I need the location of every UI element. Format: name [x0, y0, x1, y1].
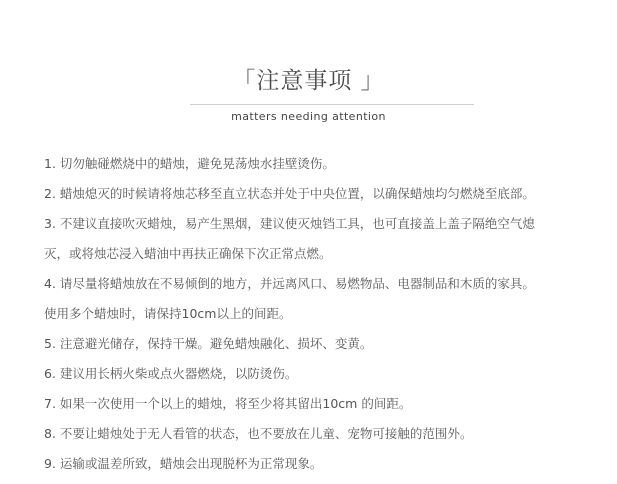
heading-block — [0, 66, 617, 96]
title-divider — [190, 104, 474, 105]
note-line: 3. 不建议直接吹灭蜡烛，易产生黑烟，建议使灭烛铛工具，也可直接盖上盖子隔绝空气熄 — [44, 216, 535, 231]
notes-list — [44, 154, 584, 484]
note-line: 6. 建议用长柄火柴或点火器燃烧，以防烫伤。 — [44, 366, 298, 381]
note-line: 使用多个蜡烛时，请保持10cm以上的间距。 — [44, 306, 292, 321]
note-line: 5. 注意避光储存，保持干燥。避免蜡烛融化、损坏、变黄。 — [44, 336, 373, 351]
page-subtitle: matters needing attention — [231, 110, 386, 123]
note-line: 2. 蜡烛熄灭的时候请将烛芯移至直立状态并处于中央位置，以确保蜡烛均匀燃烧至底部。 — [44, 186, 535, 201]
note-line: 8. 不要让蜡烛处于无人看管的状态，也不要放在儿童、宠物可接触的范围外。 — [44, 426, 473, 441]
note-line: 灭，或将烛芯浸入蜡油中再扶正确保下次正常点燃。 — [44, 246, 332, 261]
note-line: 7. 如果一次使用一个以上的蜡烛，将至少将其留出10cm 的间距。 — [44, 396, 412, 411]
note-line: 1. 切勿触碰燃烧中的蜡烛，避免晃荡烛水挂壁烫伤。 — [44, 156, 335, 171]
note-line: 9. 运输或温差所致，蜡烛会出现脱杯为正常现象。 — [44, 456, 323, 471]
note-line: 4. 请尽量将蜡烛放在不易倾倒的地方，并远离风口、易燃物品、电器制品和木质的家具。 — [44, 276, 535, 291]
page-title: 「注意事项 」 — [232, 68, 385, 94]
